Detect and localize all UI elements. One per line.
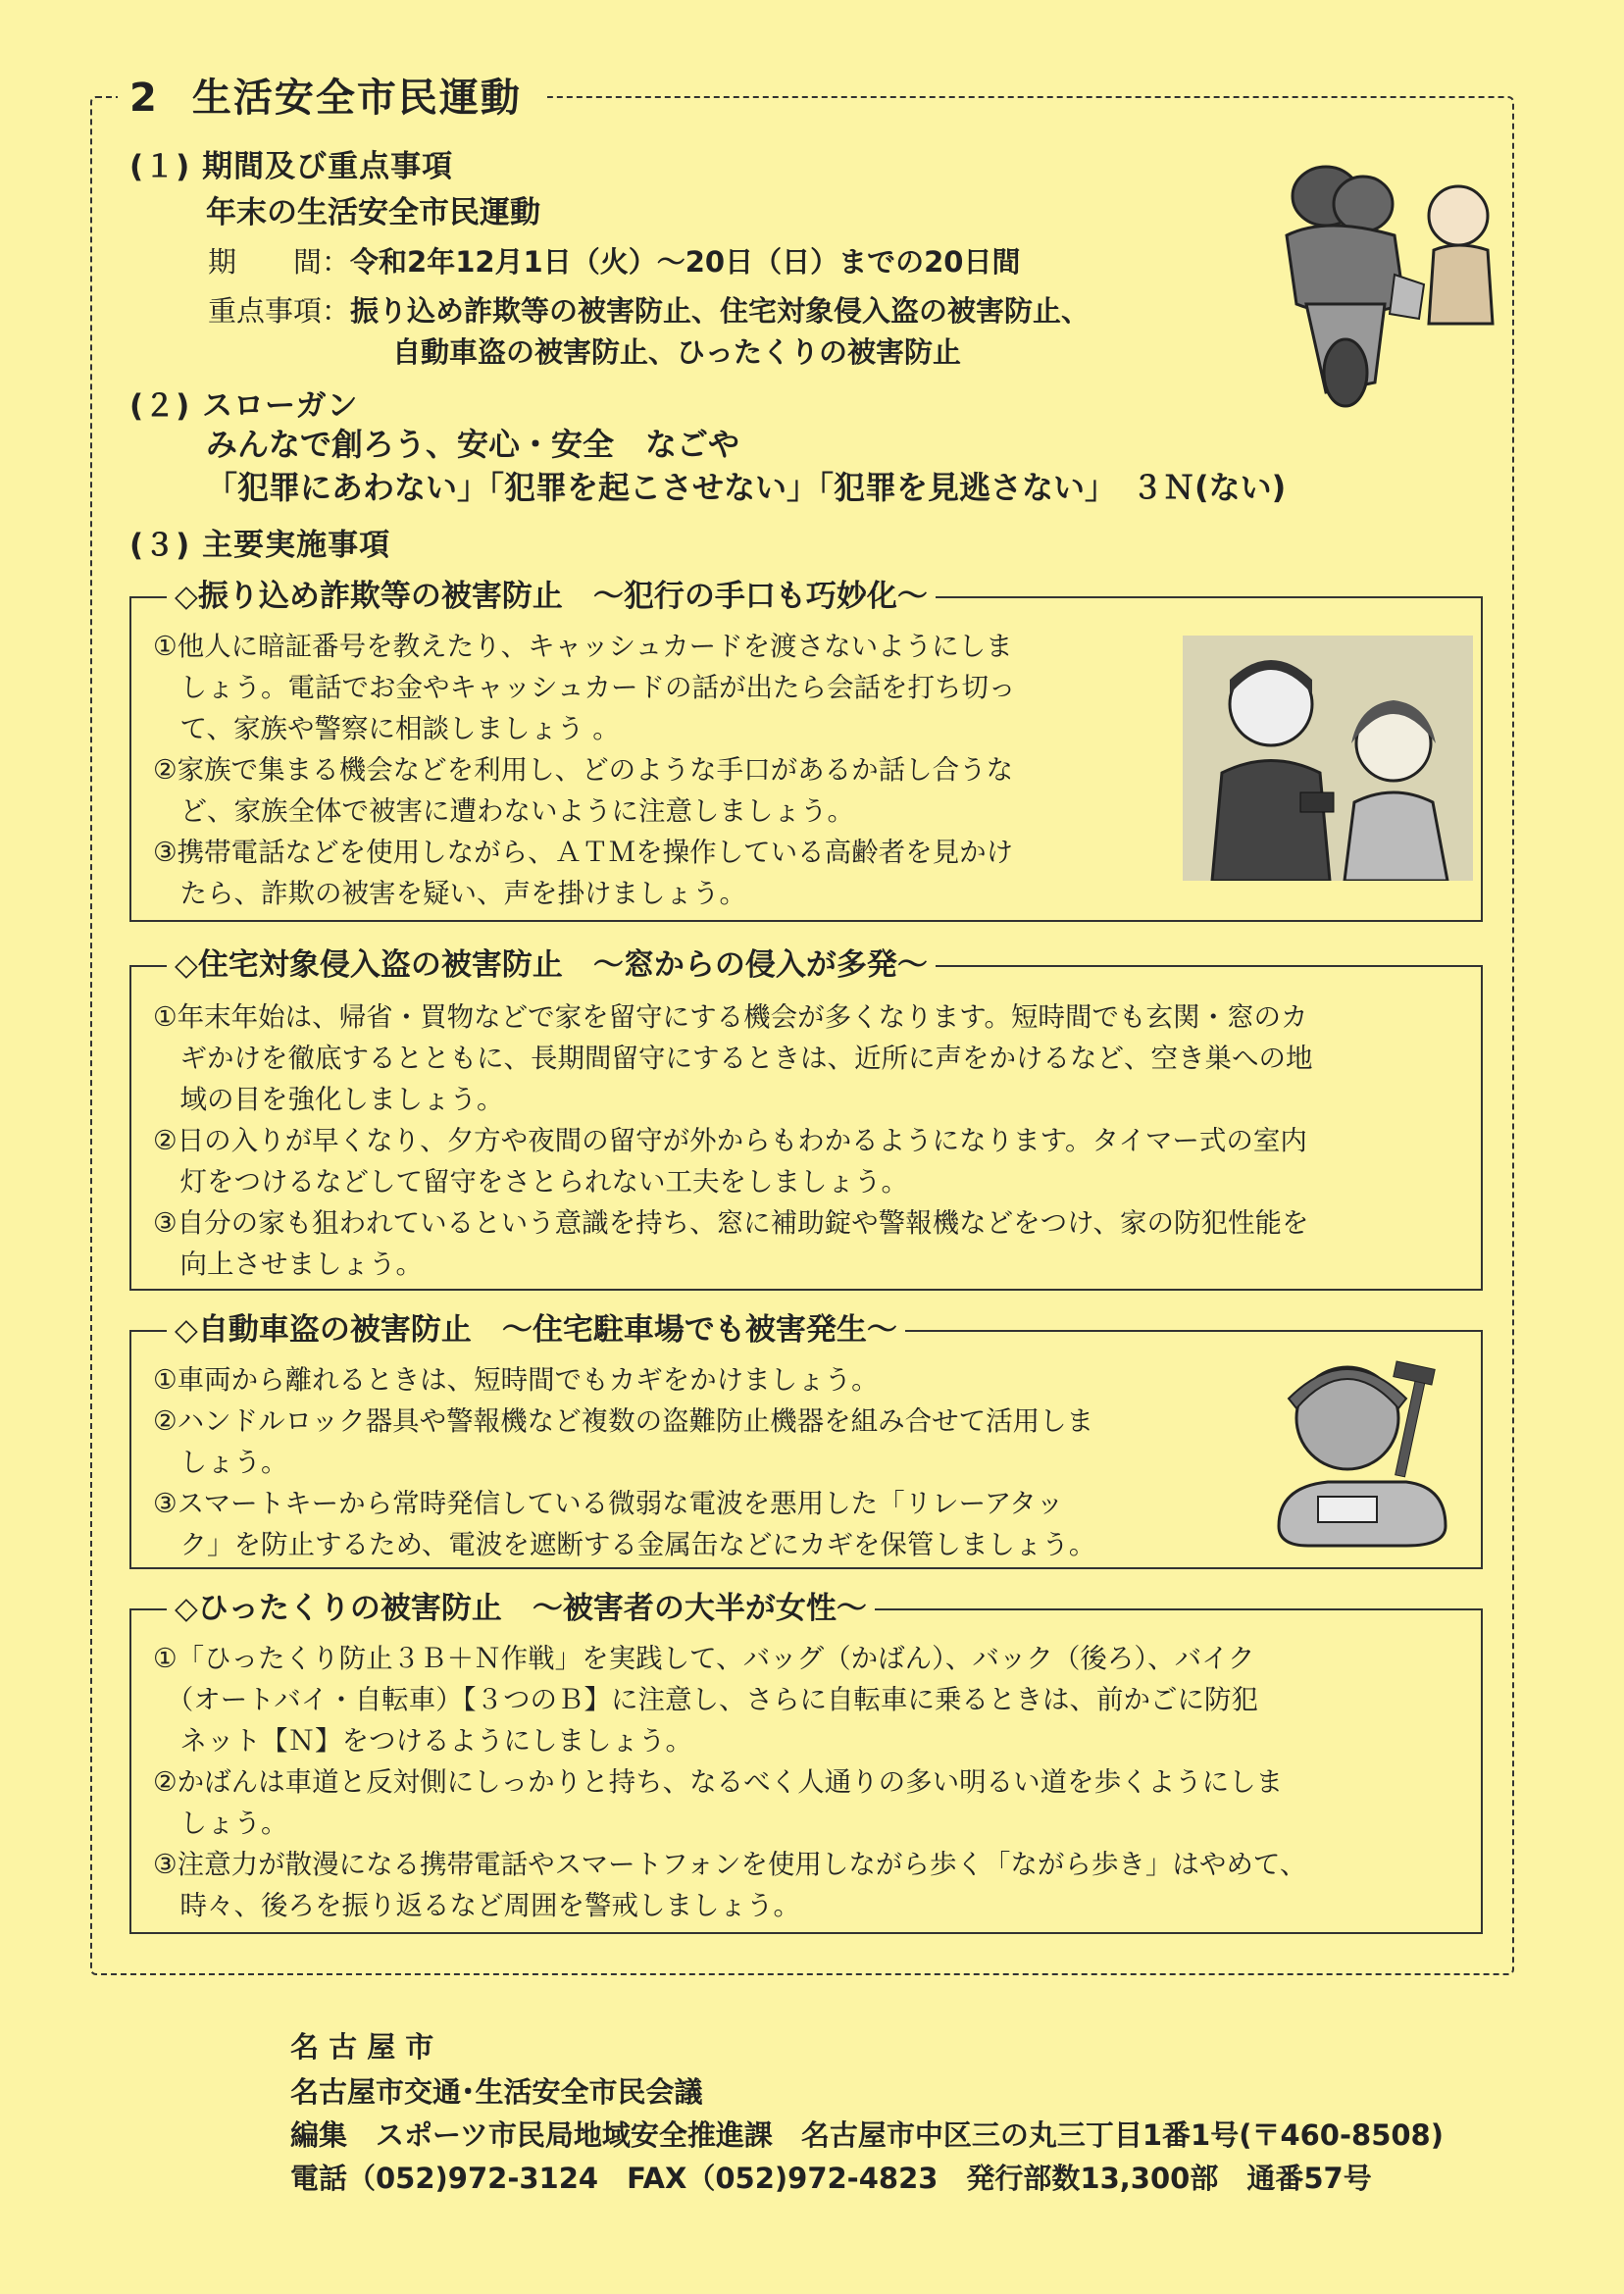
burglary-line: 向上させましょう。 (153, 1249, 423, 1280)
car-theft-line: ク」を防止するため、電波を遮断する金属缶などにカギを保管しましょう。 (153, 1529, 1096, 1560)
burglary-line: ③自分の家も狙われているという意識を持ち、窓に補助錠や警報機などをつけ、家の防犯性能を (153, 1207, 1309, 1239)
burglary-line: 灯をつけるなどして留守をさとられない工夫をしましょう。 (153, 1166, 908, 1198)
footer-council: 名古屋市交通･生活安全市民会議 (290, 2075, 703, 2109)
car-thief-illustration (1259, 1350, 1455, 1559)
snatching-line: ネット【Ｎ】をつけるようにしましょう。 (153, 1725, 692, 1757)
car-theft-line: ①車両から離れるときは、短時間でもカギをかけましょう。 (153, 1364, 879, 1396)
fraud-line: て、家族や警察に相談しましょう 。 (153, 713, 620, 744)
burglary-box-title: ◇住宅対象侵入盗の被害防止 ～窓からの侵入が多発～ (167, 943, 936, 987)
slogan-line-1: みんなで創ろう、安心・安全 なごや (206, 426, 740, 463)
car-theft-line: しょう。 (153, 1447, 288, 1478)
main-heading: (３) 主要実施事項 (129, 528, 391, 563)
burglary-line: ②日の入りが早くなり、夕方や夜間の留守が外からもわかるようになります。タイマー式の室内 (153, 1125, 1307, 1156)
snatching-line: しょう。 (153, 1808, 288, 1839)
fraud-line: ど、家族全体で被害に遭わないように注意しましょう。 (153, 795, 854, 827)
focus-label: 重点事項： (208, 294, 351, 328)
burglary-box (129, 947, 1483, 1291)
fraud-line: ③携帯電話などを使用しながら、ＡＴＭを操作している高齢者を見かけ (153, 837, 1014, 868)
snatching-line: ①「ひったくり防止３Ｂ＋Ｎ作戦」を実践して、バッグ（かばん）、バック（後ろ）、バイク (153, 1643, 1255, 1674)
burglary-line: ①年末年始は、帰省・買物などで家を留守にする機会が多くなります。短時間でも玄関・窓のカ (153, 1001, 1308, 1033)
burglary-line: 域の目を強化しましょう。 (153, 1084, 504, 1115)
footer-contact: 電話（052)972-3124 FAX（052)972-4823 発行部数13,300部 通番57号 (290, 2162, 1372, 2195)
period-label: 期 間： (208, 245, 351, 279)
car-theft-line: ②ハンドルロック器具や警報機など複数の盗難防止機器を組み合せて活用しま (153, 1405, 1094, 1437)
snatching-line: （オートバイ・自転車）【３つのＢ】に注意し、さらに自転車に乗るときは、前かごに防犯 (153, 1684, 1258, 1715)
car-theft-box-title: ◇自動車盗の被害防止 ～住宅駐車場でも被害発生～ (167, 1308, 905, 1351)
snatching-line: 時々、後ろを振り返るなど周囲を警戒しましょう。 (153, 1890, 800, 1921)
slogan-heading: (２) スローガン (129, 388, 359, 424)
footer-org: 名 古 屋 市 (290, 2030, 434, 2064)
section-title (118, 71, 547, 126)
slogan-line-2: 「犯罪にあわない」「犯罪を起こさせない」「犯罪を見逃さない」 ３Ｎ(ない) (206, 469, 1287, 506)
focus-line-2: 自動車盗の被害防止、ひったくりの被害防止 (392, 335, 962, 369)
section-number: 2 (129, 76, 159, 121)
period-value: 令和2年12月1日（火）～20日（日）までの20日間 (350, 245, 1021, 279)
fraud-line: ①他人に暗証番号を教えたり、キャッシュカードを渡さないようにしま (153, 631, 1013, 662)
period-heading: (１) 期間及び重点事項 (129, 149, 454, 184)
period-row (208, 241, 1020, 282)
fraud-line: ②家族で集まる機会などを利用し、どのような手口があるか話し合うな (153, 754, 1014, 786)
snatching-box (129, 1591, 1483, 1934)
section-title-text: 生活安全市民運動 (191, 76, 522, 121)
fraud-box-title: ◇振り込め詐欺等の被害防止 ～犯行の手口も巧妙化～ (167, 575, 936, 618)
burglary-line: ギかけを徹底するとともに、長期間留守にするときは、近所に声をかけるなど、空き巣への地 (153, 1043, 1313, 1074)
fraud-line: たら、詐欺の被害を疑い、声を掛けましょう。 (153, 878, 746, 909)
campaign-name: 年末の生活安全市民運動 (206, 195, 540, 230)
focus-line-1: 振り込め詐欺等の被害防止、住宅対象侵入盗の被害防止、 (350, 294, 1091, 328)
focus-row (208, 290, 1090, 331)
fraud-box (129, 579, 1483, 922)
footer-editor: 編集 スポーツ市民局地域安全推進課 名古屋市中区三の丸三丁目1番1号(〒460-8508) (290, 2118, 1444, 2152)
fraud-people-illustration (1183, 636, 1473, 881)
snatching-box-title: ◇ひったくりの被害防止 ～被害者の大半が女性～ (167, 1587, 875, 1630)
snatching-line: ③注意力が散漫になる携帯電話やスマートフォンを使用しながら歩く「ながら歩き」はやめて、 (153, 1849, 1307, 1880)
police-motorcycle-illustration (1247, 157, 1512, 410)
snatching-line: ②かばんは車道と反対側にしっかりと持ち、なるべく人通りの多い明るい道を歩くようにしま (153, 1766, 1284, 1798)
car-theft-line: ③スマートキーから常時発信している微弱な電波を悪用した「リレーアタッ (153, 1488, 1064, 1519)
fraud-line: しょう。電話でお金やキャッシュカードの話が出たら会話を打ち切っ (153, 672, 1016, 703)
car-theft-box (129, 1312, 1483, 1569)
